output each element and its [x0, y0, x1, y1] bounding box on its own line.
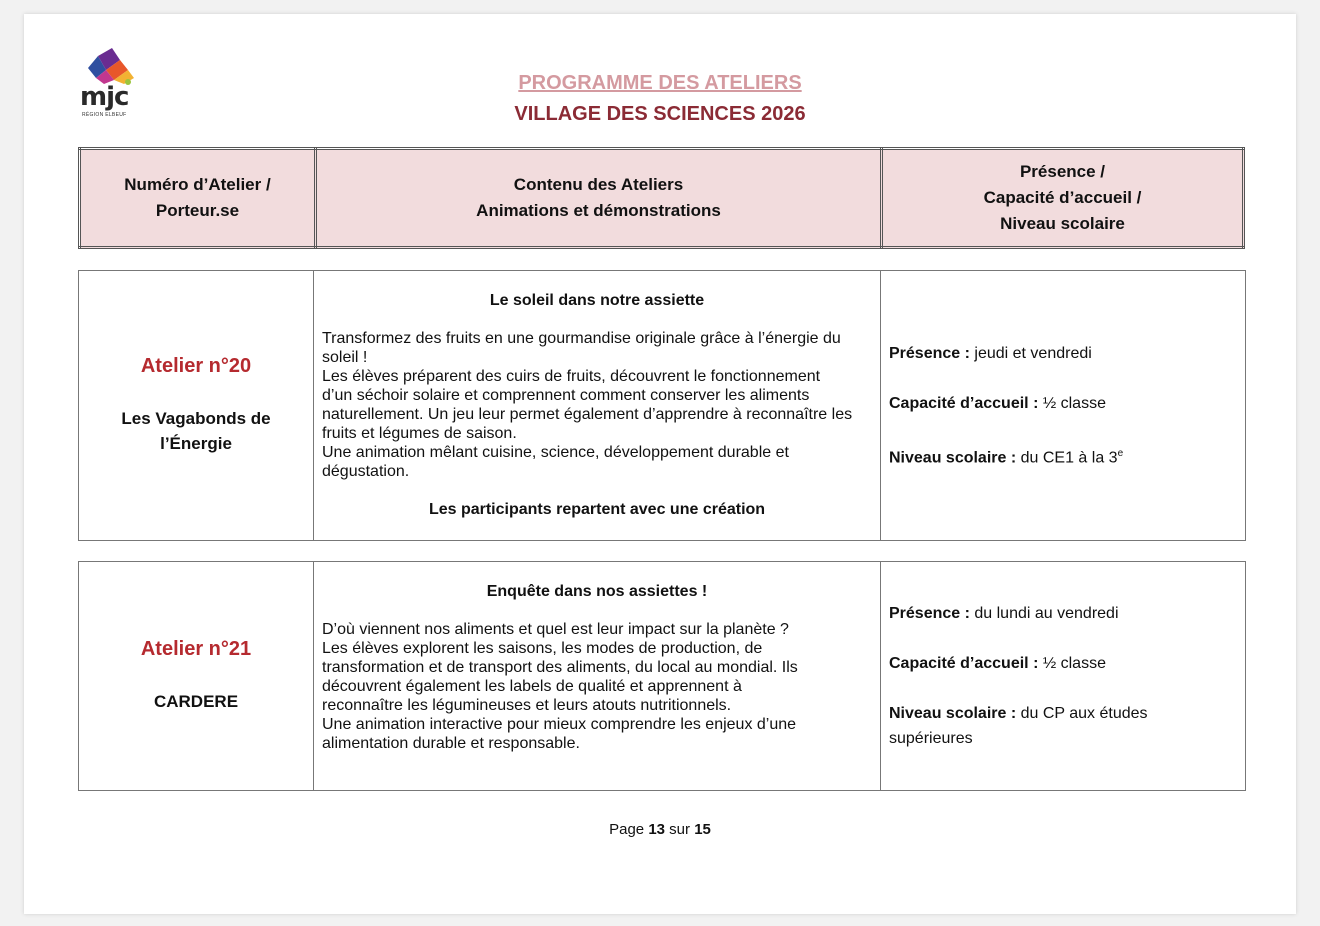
porteur-line: Les Vagabonds de	[121, 409, 271, 428]
header-col-contenu-line: Animations et démonstrations	[476, 201, 721, 220]
page-prefix: Page	[609, 821, 649, 838]
content-line: découvrent également les labels de qualité et apprennent à	[322, 678, 742, 695]
header-col-atelier	[80, 149, 316, 248]
details-cell	[881, 562, 1246, 791]
content-line: reconnaître les légumineuses et leurs atouts nutritionnels.	[322, 697, 732, 714]
presence-value: jeudi et vendredi	[969, 344, 1092, 362]
capacite-line	[889, 391, 1237, 416]
content-line: d’un séchoir solaire et comprennent comment conserver les aliments	[322, 387, 810, 404]
capacite-label: Capacité d’accueil :	[889, 394, 1039, 412]
niveau-line	[889, 701, 1237, 751]
presence-line	[889, 601, 1237, 626]
document-subtitle: VILLAGE DES SCIENCES 2026	[514, 103, 806, 125]
content-line: fruits et légumes de saison.	[322, 425, 517, 442]
atelier-number: Atelier n°20	[140, 355, 252, 377]
content-cell	[314, 271, 881, 541]
niveau-label: Niveau scolaire :	[889, 449, 1017, 467]
porteur-line: l’Énergie	[160, 434, 232, 453]
header-col-presence-line: Présence /	[1019, 162, 1106, 181]
content-line: D’où viennent nos aliments et quel est leur impact sur la planète ?	[322, 621, 789, 638]
page-total: 15	[694, 821, 711, 838]
presence-value: du lundi au vendredi	[969, 605, 1119, 622]
capacite-value: ½ classe	[1038, 655, 1106, 672]
porteur-line: CARDERE	[153, 692, 239, 711]
niveau-value: du CP aux études	[1016, 705, 1148, 722]
content-line: soleil !	[322, 349, 368, 366]
content-line: Les élèves préparent des cuirs de fruits, découvrent le fonctionnement	[322, 368, 821, 385]
header-col-atelier-line: Porteur.se	[155, 201, 240, 220]
content-line: Une animation interactive pour mieux comprendre les enjeux d’une	[322, 716, 797, 733]
atelier-cell	[79, 271, 314, 541]
header-col-presence-line: Capacité d’accueil /	[983, 188, 1142, 207]
content-line: dégustation.	[322, 463, 410, 480]
content-cell	[314, 562, 881, 791]
content-line: Transformez des fruits en une gourmandise originale grâce à l’énergie du	[322, 330, 841, 347]
atelier-row	[78, 270, 1246, 541]
atelier-row	[78, 561, 1246, 791]
niveau-value: du CE1 à la 3	[1016, 449, 1118, 467]
niveau-line	[889, 441, 1237, 470]
document-title: PROGRAMME DES ATELIERS	[518, 72, 802, 94]
atelier-cell	[79, 562, 314, 791]
page-number	[24, 821, 1296, 838]
header-col-contenu-line: Contenu des Ateliers	[513, 175, 684, 194]
header-col-presence-line: Niveau scolaire	[1000, 214, 1125, 233]
content-line: alimentation durable et responsable.	[322, 735, 580, 752]
logo-subtitle: RÉGION ELBEUF	[82, 112, 127, 118]
header-col-contenu	[316, 149, 882, 248]
presence-line	[889, 341, 1237, 366]
capacite-line	[889, 651, 1237, 676]
presence-label: Présence :	[889, 344, 970, 362]
details-cell	[881, 271, 1246, 541]
header-col-atelier-line: Numéro d’Atelier /	[124, 175, 271, 194]
atelier-number: Atelier n°21	[140, 638, 252, 660]
content-line: naturellement. Un jeu leur permet également d’apprendre à reconnaître les	[322, 406, 853, 423]
capacite-value: ½ classe	[1038, 394, 1106, 412]
capacite-label: Capacité d’accueil :	[889, 655, 1039, 672]
content-line: Les élèves explorent les saisons, les modes de production, de	[322, 640, 763, 657]
content-footer: Les participants repartent avec une création	[428, 501, 766, 518]
niveau-value-line2: supérieures	[889, 730, 973, 747]
header-col-presence	[882, 149, 1244, 248]
header-table	[78, 147, 1245, 249]
presence-label: Présence :	[889, 605, 970, 622]
content-line: transformation et de transport des aliments, du local au mondial. Ils	[322, 659, 798, 676]
content-title: Le soleil dans notre assiette	[489, 292, 705, 309]
page-middle: sur	[665, 821, 695, 838]
page-current: 13	[648, 821, 665, 838]
content-line: Une animation mêlant cuisine, science, développement durable et	[322, 444, 789, 461]
niveau-superscript: e	[1117, 447, 1124, 459]
document-page	[24, 14, 1296, 914]
logo-text: mjc	[80, 82, 129, 112]
niveau-label: Niveau scolaire :	[889, 705, 1017, 722]
content-title: Enquête dans nos assiettes !	[486, 583, 708, 600]
